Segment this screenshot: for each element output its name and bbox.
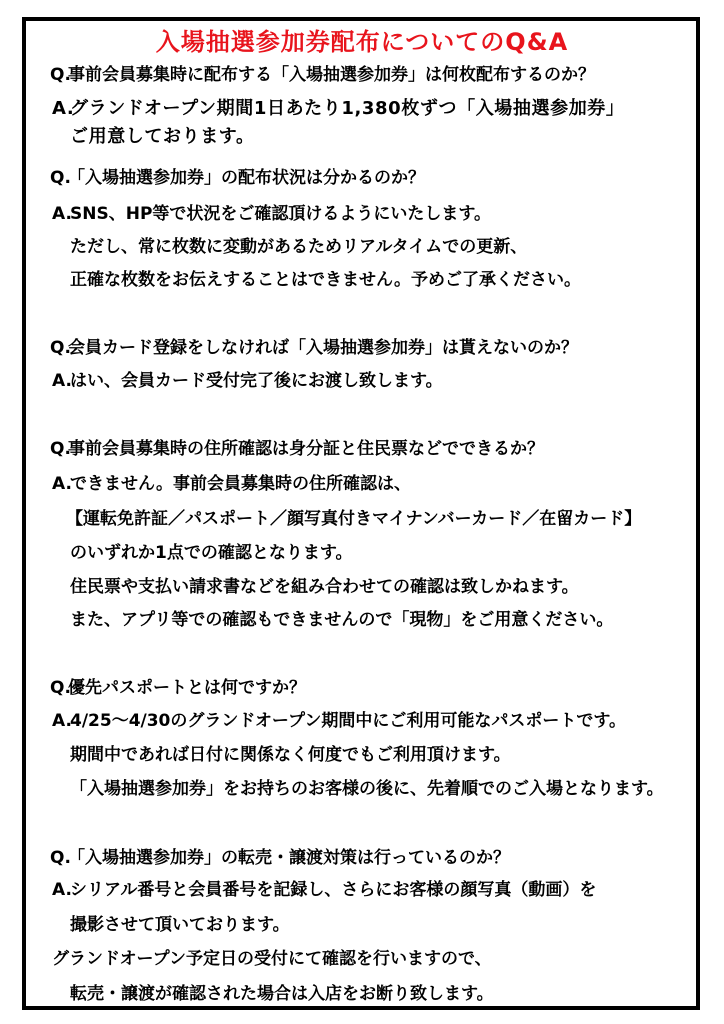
page-title: 入場抽選参加券配布についてのQ&A xyxy=(155,28,569,56)
answer-4-line-2: 【運転免許証／パスポート／顔写真付きマイナンバーカード／在留カード】 xyxy=(66,509,642,529)
a-mark: A. xyxy=(52,204,72,224)
a-mark: A. xyxy=(52,371,72,391)
answer-5-line-1 xyxy=(52,710,626,732)
answer-1-line-1 xyxy=(52,98,625,120)
answer-6-line-3: グランドオープン予定日の受付にて確認を行いますので、 xyxy=(52,949,492,969)
answer-6-line-4: 転売・譲渡が確認された場合は入店をお断り致します。 xyxy=(70,984,494,1004)
answer-5-line-2: 期間中であれば日付に関係なく何度でもご利用頂けます。 xyxy=(70,745,511,765)
question-1 xyxy=(50,64,595,86)
q-mark: Q. xyxy=(50,65,71,85)
question-2 xyxy=(50,167,425,189)
question-5 xyxy=(50,677,306,699)
question-text: 事前会員募集時に配布する「入場抽選参加券」は何枚配布するのか？ xyxy=(68,65,595,85)
q-mark: Q. xyxy=(50,439,71,459)
a-mark: A. xyxy=(52,474,72,494)
question-text: 事前会員募集時の住所確認は身分証と住民票などでできるか？ xyxy=(68,439,544,459)
answer-text: はい、会員カード受付完了後にお渡し致します。 xyxy=(70,371,443,391)
answer-6-line-2: 撮影させて頂いております。 xyxy=(70,915,290,935)
answer-4-line-5: また、アプリ等での確認もできませんので「現物」をご用意ください。 xyxy=(70,610,614,630)
question-text: 「入場抽選参加券」の配布状況は分かるのか？ xyxy=(68,168,425,188)
answer-4-line-4: 住民票や支払い請求書などを組み合わせての確認は致しかねます。 xyxy=(70,577,579,597)
question-text: 優先パスポートとは何ですか？ xyxy=(68,678,306,698)
answer-3-line-1 xyxy=(52,370,443,392)
answer-text: 4/25～4/30のグランドオープン期間中にご利用可能なパスポートです。 xyxy=(70,711,626,731)
question-text: 「入場抽選参加券」の転売・譲渡対策は行っているのか？ xyxy=(68,848,510,868)
answer-6-line-1 xyxy=(52,879,596,901)
answer-4-line-1 xyxy=(52,473,411,495)
answer-4-line-3: のいずれか1点での確認となります。 xyxy=(70,543,353,563)
a-mark: A. xyxy=(52,711,72,731)
answer-1-line-2: ご用意しております。 xyxy=(70,126,255,147)
q-mark: Q. xyxy=(50,338,71,358)
q-mark: Q. xyxy=(50,678,71,698)
answer-text: グランドオープン期間1日あたり1,380枚ずつ「入場抽選参加券」 xyxy=(70,98,625,119)
a-mark: A. xyxy=(52,98,75,119)
question-3 xyxy=(50,337,578,359)
answer-text: できません。事前会員募集時の住所確認は、 xyxy=(70,474,412,494)
answer-2-line-1 xyxy=(52,203,491,225)
answer-text: シリアル番号と会員番号を記録し、さらにお客様の顔写真（動画）を xyxy=(70,880,597,900)
answer-text: SNS、HP等で状況をご確認頂けるようにいたします。 xyxy=(70,204,492,224)
question-6 xyxy=(50,847,510,869)
question-text: 会員カード登録をしなければ「入場抽選参加券」は貰えないのか？ xyxy=(68,338,578,358)
question-4 xyxy=(50,438,544,460)
q-mark: Q. xyxy=(50,168,71,188)
q-mark: Q. xyxy=(50,848,71,868)
answer-5-line-3: 「入場抽選参加券」をお持ちのお客様の後に、先着順でのご入場となります。 xyxy=(70,779,664,799)
answer-2-line-3: 正確な枚数をお伝えすることはできません。予めご了承ください。 xyxy=(70,270,582,290)
a-mark: A. xyxy=(52,880,72,900)
answer-2-line-2: ただし、常に枚数に変動があるためリアルタイムでの更新、 xyxy=(70,237,528,257)
